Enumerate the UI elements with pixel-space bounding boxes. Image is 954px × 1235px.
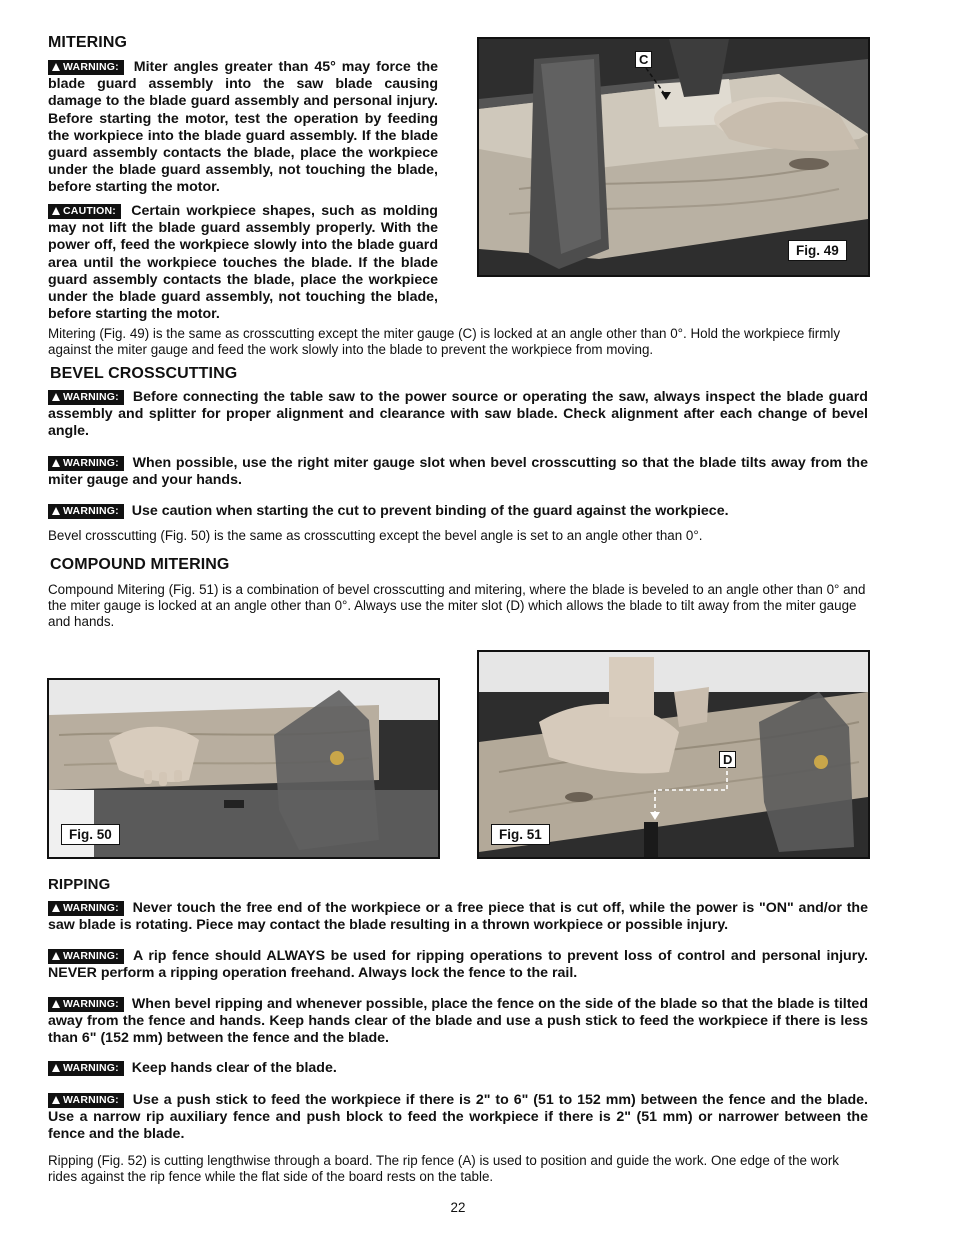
caution-badge: CAUTION: — [48, 204, 121, 219]
mitering-warning-text: Miter angles greater than 45° may force the blade guard assembly into the saw blade causing damage to the blade guard assembly and personal injury. Before starting the motor, test the operation by feeding the workpiece into the blade guard assembly. If the blade guard assembly contacts the blade, place the workpiece under the blade guard assembly, not touching the blade, before starting the motor. — [48, 59, 438, 196]
ripping-warning-5-text: Use a push stick to feed the workpiece if there is 2" to 6" (51 to 152 mm) between the fence and the blade. Use a narrow rip auxiliary fence and push block to feed the workpiece if there is 2" (51 mm) or narrower between the fence and the blade. — [48, 1092, 868, 1143]
fig-49-photo — [477, 37, 870, 277]
warning-triangle-icon — [52, 393, 60, 401]
warning-triangle-icon — [52, 904, 60, 912]
warning-badge: WARNING: — [48, 390, 124, 405]
ripping-warning-2 — [48, 948, 868, 982]
fig-49-callout-arrow — [644, 66, 674, 102]
ripping-warning-5 — [48, 1092, 868, 1144]
fig-50-label: Fig. 50 — [61, 824, 120, 845]
page-number: 22 — [450, 1200, 466, 1215]
ripping-warning-4 — [48, 1060, 868, 1077]
bevel-warning-2 — [48, 455, 868, 489]
fig-50-photo — [47, 678, 440, 859]
warning-badge: WARNING: — [48, 901, 124, 916]
bevel-warning-3-text: Use caution when starting the cut to prevent binding of the guard against the workpiece. — [131, 503, 729, 519]
ripping-warning-3 — [48, 996, 868, 1048]
bevel-body: Bevel crosscutting (Fig. 50) is the same as crosscutting except the bevel angle is set to an angle other than 0°. — [48, 528, 703, 543]
warning-triangle-icon — [52, 63, 60, 71]
ripping-warning-1-text: Never touch the free end of the workpiece or a free piece that is cut off, while the power is "ON" and/or the saw blade is rotating. Piece may contact the blade resulting in a thrown workpiece or possible injury. — [48, 900, 868, 934]
bevel-warning-2-text: When possible, use the right miter gauge slot when bevel crosscutting so that the blade tilts away from the miter gauge and your hands. — [48, 455, 868, 489]
compound-body: Compound Mitering (Fig. 51) is a combination of bevel crosscutting and mitering, where the blade is beveled to an angle other than 0° and the miter gauge is locked at an angle other than 0°. Always use the miter slot (D) which allows the blade to tilt away from the miter gauge and hands. — [48, 582, 866, 629]
warning-triangle-icon — [52, 1000, 60, 1008]
mitering-heading: MITERING — [48, 34, 128, 51]
mitering-body: Mitering (Fig. 49) is the same as crosscutting except the miter gauge (C) is locked at an angle other than 0°. Hold the workpiece firmly against the miter gauge and feed the work slowly into the blade to prevent the workpiece from moving. — [48, 326, 841, 357]
fig-49-label: Fig. 49 — [788, 240, 847, 261]
warning-badge: WARNING: — [48, 456, 124, 471]
ripping-heading: RIPPING — [48, 876, 111, 893]
warning-triangle-icon — [52, 507, 60, 515]
bevel-warning-3 — [48, 503, 868, 520]
warning-triangle-icon — [52, 459, 60, 467]
ripping-body: Ripping (Fig. 52) is cutting lengthwise through a board. The rip fence (A) is used to position and guide the work. One edge of the work rides against the rip fence while the flat side of the board rests on the table. — [48, 1153, 839, 1184]
ripping-warning-4-text: Keep hands clear of the blade. — [131, 1060, 337, 1076]
compound-mitering-heading: COMPOUND MITERING — [50, 556, 230, 573]
ripping-warning-2-text: A rip fence should ALWAYS be used for ripping operations to prevent loss of control and personal injury. NEVER perform a ripping operation freehand. Always lock the fence to the rail. — [48, 948, 868, 982]
warning-triangle-icon — [52, 952, 60, 960]
warning-badge: WARNING: — [48, 949, 124, 964]
warning-badge: WARNING: — [48, 997, 124, 1012]
fig-51-callout-d: D — [719, 751, 736, 768]
fig-51-label: Fig. 51 — [491, 824, 550, 845]
bevel-warning-1-text: Before connecting the table saw to the power source or operating the saw, always inspect the blade guard assembly and splitter for proper alignment and clearance with saw blade. Check alignment after each change of bevel angle. — [48, 389, 868, 440]
warning-badge: WARNING: — [48, 504, 124, 519]
fig-51-photo — [477, 650, 870, 859]
mitering-caution-text: Certain workpiece shapes, such as molding may not lift the blade guard assembly properly. With the power off, feed the workpiece slowly into the blade guard area until the workpiece touches the blade. If the blade guard assembly contacts the blade, place the workpiece under the blade guard assembly, not touching the blade, before starting the motor. — [48, 203, 438, 323]
bevel-warning-1 — [48, 389, 868, 441]
warning-triangle-icon — [52, 1064, 60, 1072]
bevel-crosscutting-heading: BEVEL CROSSCUTTING — [50, 365, 238, 382]
mitering-caution — [48, 203, 438, 323]
warning-triangle-icon — [52, 207, 60, 215]
fig-51-callout-arrow — [649, 762, 734, 822]
warning-badge: WARNING: — [48, 1093, 124, 1108]
ripping-warning-1 — [48, 900, 868, 934]
ripping-warning-3-text: When bevel ripping and whenever possible, place the fence on the side of the blade so that the blade is tilted away from the fence and hands. Keep hands clear of the blade and use a push stick to feed the workpiece if there is less than 6" (152 mm) between the fence and the blade. — [48, 996, 868, 1047]
mitering-warning — [48, 59, 438, 197]
warning-badge: WARNING: — [48, 60, 124, 75]
fig-49-callout-c: C — [635, 51, 652, 68]
warning-badge: WARNING: — [48, 1061, 124, 1076]
warning-triangle-icon — [52, 1096, 60, 1104]
